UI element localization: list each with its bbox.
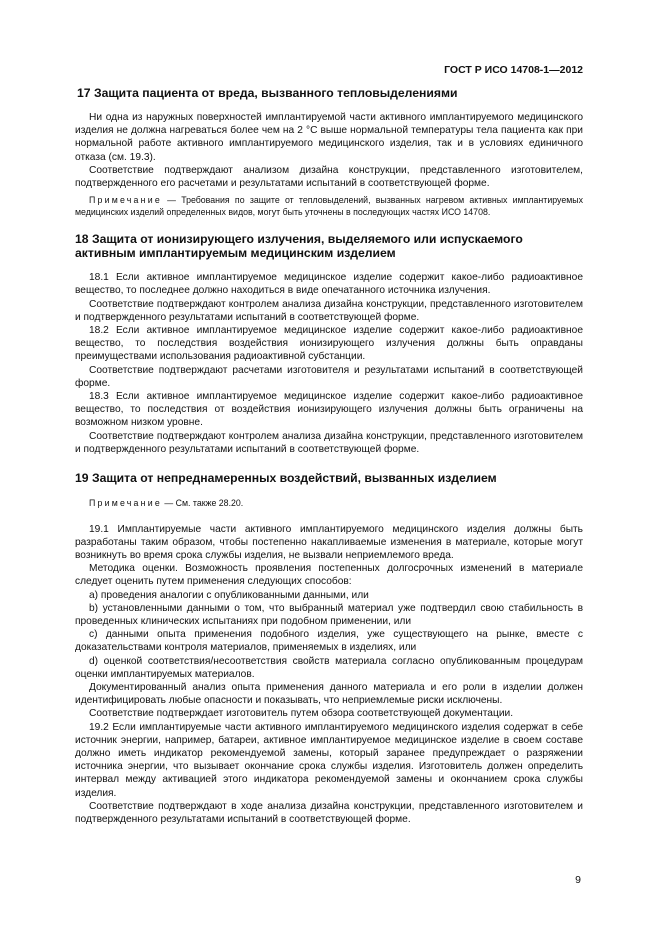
note-text: — См. также 28.20. [161, 498, 244, 509]
note [75, 498, 583, 510]
list-item: c) данными опыта применения подобного изделия, уже существующего на рынке, вместе с доказательствами контроля материалов, применяемых в изделиях, или [75, 629, 583, 654]
paragraph: 18.2 Если активное имплантируемое медицинское изделие содержит какое-либо радиоактивное вещество, то последствия воздействия ионизирующего излучения должны быть оправданы преимуществами использования радиоактивной субстанции. [75, 325, 583, 363]
paragraph: 18.3 Если активное имплантируемое медицинское изделие содержит какое-либо радиоактивное вещество, то последствия от воздействия ионизирующего излучения должны быть ограничены на возможном низком уровне. [75, 391, 583, 429]
paragraph: 18.1 Если активное имплантируемое медицинское изделие содержит какое-либо радиоактивное вещество, то последнее должно находиться в виде опечатанного источника излучения. [75, 272, 583, 297]
paragraph: Соответствие подтверждают контролем анализа дизайна конструкции, представленного изготовителем и подтвержденного результатами испытаний в соответствующей форме. [75, 298, 583, 323]
paragraph: Соответствие подтверждают расчетами изготовителя и результатами испытаний в соответствующей форме. [75, 364, 583, 389]
page-content [75, 86, 583, 826]
list-item: b) установленными данными о том, что выбранный материал уже подтвердил свою стабильность в проведенных клинических испытаниях при подобном применении, или [75, 602, 583, 627]
list-item: d) оценкой соответствия/несоответствия свойств материала согласно опубликованным процедурам оценки имплантируемых материалов. [75, 655, 583, 680]
section-17-heading: 17 Защита пациента от вреда, вызванного тепловыделениями [77, 86, 458, 100]
section-18-heading: 18 Защита от ионизирующего излучения, выделяемого или испускаемого активным имплантируемым медицинским изделием [75, 232, 523, 261]
paragraph: 19.2 Если имплантируемые части активного имплантируемого медицинского изделия содержат в себе источник энергии, например, батареи, активное имплантируемое медицинское изделие в своем составе должно иметь индикатор рекомендуемой замены, который заранее предупреждает о разряжении источника энергии, что вызывает окончание срока службы изделия. Изготовитель должен определить интервал между активацией этого индикатора рекомендуемой замены и окончанием срока службы изделия. [75, 721, 583, 799]
paragraph: Ни одна из наружных поверхностей имплантируемой части активного имплантируемого медицинского изделия не должна нагреваться более чем на 2 °С выше нормальной температуры тела пациента как при нормальной работе активного имплантируемого медицинского изделия, так и в условиях единичного отказа (см. 19.3). [75, 112, 583, 163]
note [75, 195, 583, 218]
list-item: а) проведения аналогии с опубликованными данными, или [89, 589, 369, 601]
note-label: Примечание [89, 195, 162, 206]
paragraph: Соответствие подтверждают контролем анализа дизайна конструкции, представленного изготовителем и подтвержденного результатами испытаний в соответствующей форме. [75, 430, 583, 455]
section-19-heading: 19 Защита от непреднамеренных воздействий, вызванных изделием [75, 471, 497, 486]
paragraph: Соответствие подтверждают в ходе анализа дизайна конструкции, представленного изготовителем и подтвержденного результатами испытаний в соответствующей форме. [75, 800, 583, 826]
note-label: Примечание [89, 498, 162, 509]
document-header: ГОСТ Р ИСО 14708-1—2012 [444, 64, 583, 76]
page-number: 9 [575, 874, 581, 886]
paragraph: Соответствие подтверждает изготовитель путем обзора соответствующей документации. [89, 708, 514, 720]
paragraph: 19.1 Имплантируемые части активного имплантируемого медицинского изделия должны быть разработаны таким образом, чтобы постепенно накапливаемые изменения в материале, которые могут возникнуть во время срока службы изделия, не вызвали неприемлемого вреда. [75, 523, 583, 561]
paragraph: Документированный анализ опыта применения данного материала и его роли в изделии должен идентифицировать любые опасности и показывать, что неприемлемые риски исключены. [75, 682, 583, 707]
paragraph: Методика оценки. Возможность проявления постепенных долгосрочных изменений в материале следует оценить путем применения следующих способов: [75, 563, 583, 588]
paragraph: Соответствие подтверждают анализом дизайна конструкции, представленного изготовителем, подтвержденного его расчетами и результатами испытаний в соответствующей форме. [75, 164, 583, 190]
note-text: — Требования по защите от тепловыделений, вызванных нагревом активных имплантируемых медицинских изделий определенных видов, могут быть уточнены в последующих частях ИСО 14708. [75, 195, 583, 217]
